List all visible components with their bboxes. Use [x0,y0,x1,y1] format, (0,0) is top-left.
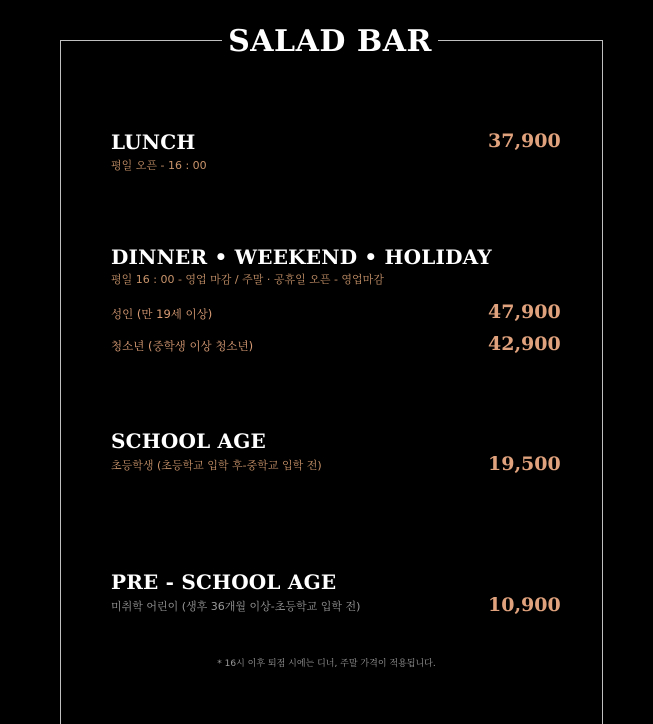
school-price: 19,500 [488,453,561,475]
lunch-title: LUNCH [111,130,196,154]
preschool-title: PRE - SCHOOL AGE [111,570,337,594]
dinner-hours: 평일 16 : 00 - 영업 마감 / 주말 · 공휴일 오픈 - 영업마감 [111,273,384,286]
dinner-title: DINNER • WEEKEND • HOLIDAY [111,245,492,269]
adult-price: 47,900 [488,301,561,323]
school-desc: 초등학생 (초등학교 입학 후-중학교 입학 전) [111,459,322,472]
lunch-price: 37,900 [488,130,561,152]
preschool-price: 10,900 [488,594,561,616]
preschool-desc: 미취학 어린이 (생후 36개월 이상-초등학교 입학 전) [111,600,361,613]
adult-label: 성인 (만 19세 이상) [111,307,213,321]
teen-label: 청소년 (중학생 이상 청소년) [111,339,254,353]
footnote: * 16시 이후 퇴점 시에는 디너, 주말 가격이 적용됩니다. [217,659,436,669]
lunch-hours: 평일 오픈 - 16 : 00 [111,159,207,172]
school-title: SCHOOL AGE [111,429,266,453]
menu-title: SALAD BAR [228,24,432,59]
teen-price: 42,900 [488,333,561,355]
